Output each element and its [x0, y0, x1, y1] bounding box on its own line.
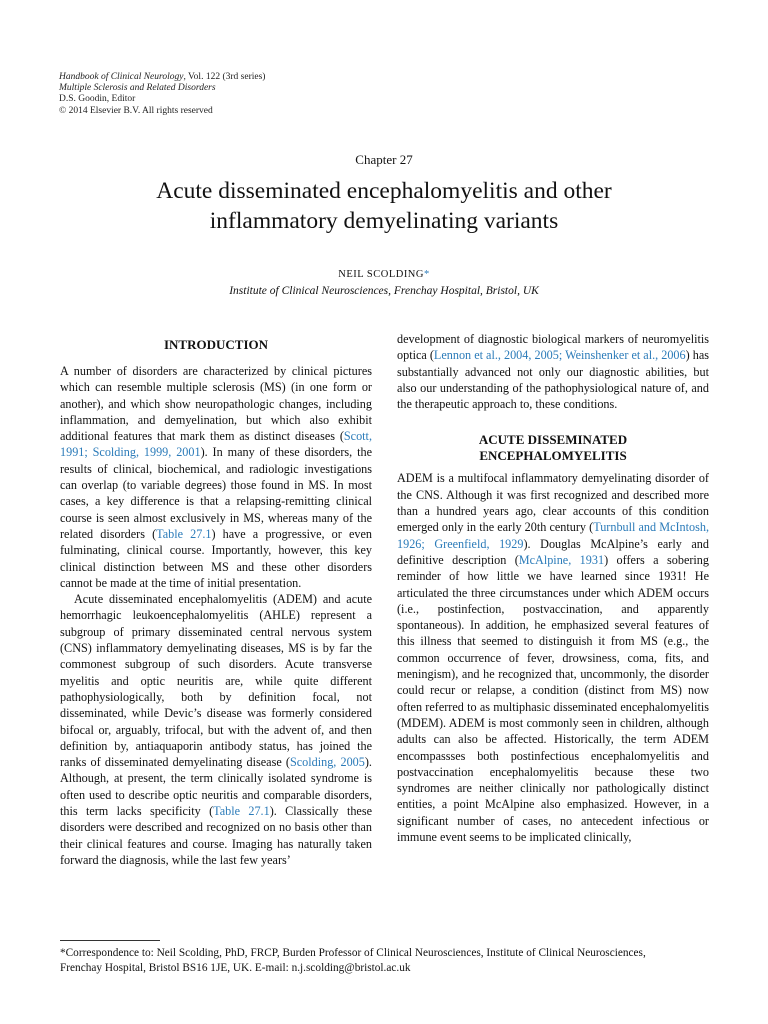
text-run: ). In many of these disorders, the results of clinical, biochemical, and radiologic investigations can overlap (to variable degrees) those found in MS. In most cases, a key difference is that a relapsing-remitting clinical course is seen almost exclusively in MS, whereas many of the related disorders ( — [60, 445, 372, 541]
left-column — [60, 337, 372, 868]
correspondence-footnote — [60, 946, 712, 976]
author-name: NEIL SCOLDING — [338, 269, 424, 280]
footnote-line-1: *Correspondence to: Neil Scolding, PhD, FRCP, Burden Professor of Clinical Neurosciences, Institute of Clinical Neurosciences, — [60, 947, 646, 959]
publication-meta — [59, 72, 265, 117]
title-line-1: Acute disseminated encephalomyelitis and other — [156, 178, 612, 204]
journal-volume: , Vol. 122 (3rd series) — [183, 72, 266, 82]
title-line-2: inflammatory demyelinating variants — [209, 208, 559, 234]
article-title — [0, 176, 768, 236]
author-line — [0, 269, 768, 280]
intro-paragraph-1 — [60, 363, 372, 591]
citation-link[interactable]: Turnbull and McIntosh, 1926; Greenfield, 1929 — [397, 520, 709, 551]
chapter-number: Chapter 27 — [355, 152, 413, 167]
citation-link[interactable]: McAlpine, 1931 — [518, 552, 605, 567]
author-affiliation: Institute of Clinical Neurosciences, Frenchay Hospital, Bristol, UK — [229, 285, 539, 297]
table-reference-link[interactable]: Table 27.1 — [156, 526, 212, 541]
text-run: ). Classically these disorders were described and recognized on no basis other than their clinical features and course. Imaging has naturally taken forward the diagnosis, while the last few years’ — [60, 804, 372, 867]
adem-paragraph-1 — [397, 470, 709, 845]
heading-line: ENCEPHALOMYELITIS — [479, 448, 627, 464]
heading-line: ACUTE DISSEMINATED — [478, 432, 628, 448]
introduction-heading: INTRODUCTION — [163, 337, 268, 352]
intro-paragraph-continued — [397, 331, 709, 412]
journal-title: Handbook of Clinical Neurology — [59, 72, 184, 82]
table-reference-link[interactable]: Table 27.1 — [213, 804, 270, 819]
text-run: ). Douglas McAlpine’s early and definitive description ( — [397, 536, 709, 567]
text-run: ADEM is a multifocal inflammatory demyelinating disorder of the CNS. Although it was first recognized and described more than a hundred years ago, clear accounts of this condition emerged only in the early 20th century ( — [397, 471, 709, 535]
copyright-line: © 2014 Elsevier B.V. All rights reserved — [59, 105, 213, 116]
text-run: ) have a progressive, or even fulminating, clinical course. Importantly, however, this key clinical distinction between MS and these other disorders cannot be made at the time of initial presentation. — [60, 526, 372, 590]
right-column — [397, 331, 709, 845]
text-run: ) has substantially advanced not only our diagnostic abilities, but also our understanding of the pathophysiological nature of, and the therapeutic approach to, these conditions. — [397, 348, 709, 412]
footnote-divider — [60, 940, 160, 941]
citation-link[interactable]: Lennon et al., 2004, 2005; Weinshenker et al., 2006 — [433, 348, 686, 363]
text-run: ). Although, at present, the term clinically isolated syndrome is often used to describe optic neuritis and comparable disorders, this term lacks specificity ( — [60, 755, 372, 819]
adem-heading — [397, 432, 709, 464]
intro-paragraph-2 — [60, 591, 372, 868]
citation-link[interactable]: Scott, 1991; Scolding, 1999, 2001 — [60, 429, 372, 460]
citation-link[interactable]: Scolding, 2005 — [289, 755, 365, 770]
text-run: development of diagnostic biological markers of neuromyelitis optica ( — [397, 332, 709, 363]
editor-line: D.S. Goodin, Editor — [59, 94, 136, 105]
book-title: Multiple Sclerosis and Related Disorders — [59, 83, 216, 94]
text-run: ) offers a sobering reminder of how little we have learned since 1931! He articulated the three circumstances under which ADEM occurs (i.e., postinfection, postvaccination, and apparently spontaneous). In addition, he emphasized several features of this illness that seemed to distinguish it from MS (e.g., the common occurrence of fever, drowsiness, coma, fits, and meningism), and he recognized that, uncommonly, the disorder could recur or relapse, a condition (distinct from MS) now often referred to as multiphasic disseminated encephalomyelitis (MDEM). ADEM is most commonly seen in children, although adults can also be affected. Historically, the term ADEM encompassses both postinfectious encephalomyelitis and postvaccination encephalomyelitis because these two syndromes are neither clinically nor pathologically distinct entities, a point McAlpine also emphasized. However, in a significant number of cases, no antecedent infectious or immune event seems to be implicated clinically, — [397, 552, 709, 845]
text-run: A number of disorders are characterized by clinical pictures which can resemble multiple sclerosis (MS) (in one form or another), and which show neuropathologic changes, including inflammation, and demyelination, but which also exhibit additional features that mark them as distinct diseases ( — [60, 364, 372, 444]
text-run: Acute disseminated encephalomyelitis (ADEM) and acute hemorrhagic leukoencephalomyelitis (AHLE) represent a subgroup of primary disseminated central nervous system (CNS) inflammatory demyelinating diseases, MS is by far the commonest subgroup of such disorders. Acute transverse myelitis and optic neuritis are, while quite different pathophysiologically, both by definition focal, not disseminated, while Devic’s disease was formerly considered bifocal or, arguably, trifocal, but with the advent of, and then definition by, antiaquaporin antibody status, has joined the ranks of disseminated demyelinating disease ( — [60, 592, 372, 770]
footnote-line-2: Frenchay Hospital, Bristol BS16 1JE, UK. E-mail: n.j.scolding@bristol.ac.uk — [60, 962, 411, 974]
correspondence-asterisk-link[interactable]: * — [423, 269, 430, 280]
